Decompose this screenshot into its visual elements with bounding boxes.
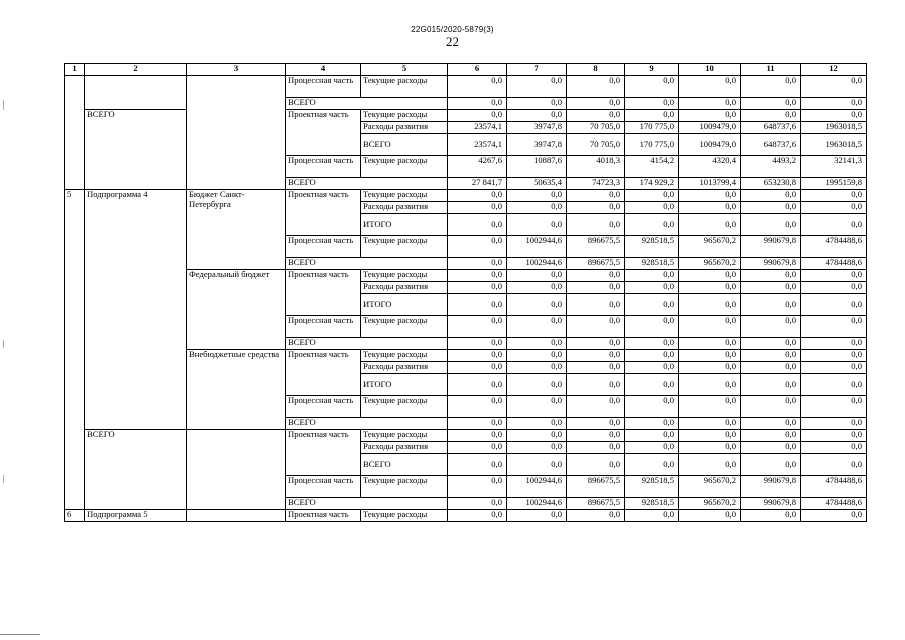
cell-c4: Процессная часть	[286, 476, 361, 498]
cell-c4: ВСЕГО	[286, 178, 448, 190]
cell-value: 0,0	[625, 396, 679, 418]
cell-value: 0,0	[448, 396, 507, 418]
cell-value: 0,0	[567, 442, 625, 454]
cell-value: 0,0	[507, 190, 567, 202]
cell-value: 0,0	[741, 338, 801, 350]
cell-value: 1963018,5	[801, 134, 867, 156]
cell-c2: ВСЕГО	[85, 110, 187, 190]
table-row	[65, 430, 867, 442]
cell-value: 0,0	[741, 316, 801, 338]
cell-value: 0,0	[448, 190, 507, 202]
cell-value: 896675,5	[567, 476, 625, 498]
cell-value: 0,0	[448, 454, 507, 476]
cell-value: 70 705,0	[567, 134, 625, 156]
column-header: 10	[679, 64, 741, 76]
cell-value: 0,0	[507, 110, 567, 122]
cell-value: 0,0	[448, 282, 507, 294]
cell-value: 174 929,2	[625, 178, 679, 190]
cell-expense-type: ИТОГО	[361, 374, 448, 396]
cell-value: 0,0	[679, 418, 741, 430]
cell-c4: Процессная часть	[286, 396, 361, 418]
cell-value: 0,0	[567, 510, 625, 522]
cell-value: 0,0	[801, 202, 867, 214]
cell-value: 0,0	[625, 270, 679, 282]
cell-expense-type: Текущие расходы	[361, 430, 448, 442]
cell-expense-type: Расходы развития	[361, 122, 448, 134]
cell-value: 4267,6	[448, 156, 507, 178]
cell-value: 4320,4	[679, 156, 741, 178]
cell-value: 0,0	[801, 418, 867, 430]
cell-value: 0,0	[507, 396, 567, 418]
cell-value: 896675,5	[567, 236, 625, 258]
cell-value: 1963018,5	[801, 122, 867, 134]
cell-value: 0,0	[448, 270, 507, 282]
cell-value: 0,0	[801, 510, 867, 522]
cell-value: 0,0	[741, 350, 801, 362]
cell-value: 0,0	[625, 190, 679, 202]
cell-c4: Проектная часть	[286, 270, 361, 316]
column-number-row	[65, 64, 867, 76]
cell-value: 0,0	[507, 418, 567, 430]
cell-c4: Процессная часть	[286, 236, 361, 258]
cell-value: 0,0	[679, 202, 741, 214]
cell-value: 0,0	[448, 258, 507, 270]
cell-value: 0,0	[741, 190, 801, 202]
cell-c1: 6	[65, 510, 85, 522]
cell-value: 0,0	[679, 282, 741, 294]
cell-c1: 5	[65, 190, 85, 510]
cell-value: 0,0	[625, 418, 679, 430]
cell-value: 0,0	[741, 396, 801, 418]
cell-value: 50635,4	[507, 178, 567, 190]
cell-value: 0,0	[507, 454, 567, 476]
cell-expense-type: Текущие расходы	[361, 236, 448, 258]
cell-expense-type: Текущие расходы	[361, 110, 448, 122]
cell-c3	[187, 510, 286, 522]
cell-c2	[85, 76, 187, 110]
cell-c3	[187, 76, 286, 190]
cell-c2: Подпрограмма 4	[85, 190, 187, 430]
cell-value: 0,0	[801, 110, 867, 122]
table-body	[65, 76, 867, 522]
cell-value: 0,0	[507, 338, 567, 350]
cell-value: 0,0	[448, 236, 507, 258]
cell-value: 0,0	[448, 98, 507, 110]
cell-value: 0,0	[801, 294, 867, 316]
cell-value: 0,0	[801, 190, 867, 202]
cell-expense-type: Расходы развития	[361, 202, 448, 214]
scan-artifact	[3, 100, 4, 110]
cell-value: 0,0	[567, 110, 625, 122]
cell-value: 23574,1	[448, 122, 507, 134]
cell-value: 0,0	[567, 316, 625, 338]
cell-value: 0,0	[567, 190, 625, 202]
cell-value: 1002944,6	[507, 498, 567, 510]
cell-value: 0,0	[801, 214, 867, 236]
cell-value: 0,0	[801, 454, 867, 476]
cell-value: 0,0	[679, 270, 741, 282]
cell-value: 0,0	[567, 338, 625, 350]
cell-value: 990679,8	[741, 258, 801, 270]
cell-value: 0,0	[448, 76, 507, 98]
cell-value: 4784488,6	[801, 258, 867, 270]
cell-value: 4493,2	[741, 156, 801, 178]
cell-value: 0,0	[448, 418, 507, 430]
column-header: 4	[286, 64, 361, 76]
cell-value: 0,0	[741, 418, 801, 430]
cell-value: 0,0	[448, 110, 507, 122]
cell-value: 896675,5	[567, 258, 625, 270]
cell-value: 0,0	[567, 362, 625, 374]
cell-expense-type: Текущие расходы	[361, 270, 448, 282]
cell-value: 0,0	[625, 510, 679, 522]
cell-value: 0,0	[567, 374, 625, 396]
cell-c2: ВСЕГО	[85, 430, 187, 510]
cell-value: 965670,2	[679, 476, 741, 498]
cell-value: 0,0	[741, 294, 801, 316]
cell-value: 0,0	[625, 282, 679, 294]
cell-value: 0,0	[679, 316, 741, 338]
cell-value: 0,0	[567, 98, 625, 110]
cell-value: 0,0	[741, 202, 801, 214]
cell-value: 23574,1	[448, 134, 507, 156]
cell-value: 0,0	[801, 270, 867, 282]
cell-c4: ВСЕГО	[286, 338, 448, 350]
cell-value: 0,0	[567, 76, 625, 98]
cell-value: 0,0	[507, 374, 567, 396]
cell-expense-type: Текущие расходы	[361, 316, 448, 338]
column-header: 7	[507, 64, 567, 76]
cell-value: 0,0	[801, 350, 867, 362]
cell-value: 0,0	[448, 338, 507, 350]
cell-value: 0,0	[567, 350, 625, 362]
cell-value: 0,0	[801, 316, 867, 338]
cell-value: 0,0	[679, 110, 741, 122]
cell-value: 0,0	[567, 282, 625, 294]
cell-value: 928518,5	[625, 476, 679, 498]
cell-value: 4784488,6	[801, 476, 867, 498]
column-header: 2	[85, 64, 187, 76]
cell-value: 0,0	[679, 510, 741, 522]
cell-value: 0,0	[507, 350, 567, 362]
page-number: 22	[446, 34, 459, 49]
cell-value: 0,0	[567, 396, 625, 418]
cell-value: 0,0	[801, 362, 867, 374]
cell-value: 0,0	[741, 110, 801, 122]
cell-value: 653230,8	[741, 178, 801, 190]
cell-value: 0,0	[679, 362, 741, 374]
cell-value: 0,0	[625, 350, 679, 362]
cell-value: 0,0	[507, 442, 567, 454]
cell-value: 0,0	[801, 442, 867, 454]
cell-value: 965670,2	[679, 258, 741, 270]
cell-c4: ВСЕГО	[286, 98, 448, 110]
scan-artifact	[3, 340, 4, 348]
scan-artifact	[0, 634, 40, 635]
cell-c4: Процессная часть	[286, 156, 361, 178]
cell-value: 0,0	[679, 430, 741, 442]
cell-value: 0,0	[567, 202, 625, 214]
cell-value: 965670,2	[679, 236, 741, 258]
cell-value: 0,0	[741, 374, 801, 396]
cell-value: 0,0	[507, 362, 567, 374]
cell-value: 0,0	[679, 338, 741, 350]
cell-value: 0,0	[507, 282, 567, 294]
cell-value: 0,0	[741, 76, 801, 98]
column-header: 3	[187, 64, 286, 76]
cell-value: 0,0	[679, 294, 741, 316]
cell-value: 1009479,0	[679, 134, 741, 156]
cell-value: 0,0	[801, 282, 867, 294]
cell-value: 10887,6	[507, 156, 567, 178]
cell-value: 0,0	[448, 498, 507, 510]
cell-value: 0,0	[679, 454, 741, 476]
cell-value: 0,0	[741, 98, 801, 110]
cell-value: 0,0	[801, 396, 867, 418]
cell-value: 0,0	[448, 476, 507, 498]
column-header: 12	[801, 64, 867, 76]
cell-value: 0,0	[567, 454, 625, 476]
cell-value: 0,0	[625, 442, 679, 454]
cell-value: 0,0	[625, 430, 679, 442]
cell-c4: ВСЕГО	[286, 258, 448, 270]
column-header: 5	[361, 64, 448, 76]
cell-expense-type: Расходы развития	[361, 282, 448, 294]
cell-value: 4784488,6	[801, 498, 867, 510]
cell-value: 648737,6	[741, 134, 801, 156]
table-row	[65, 110, 867, 122]
cell-value: 896675,5	[567, 498, 625, 510]
cell-value: 0,0	[679, 190, 741, 202]
cell-value: 0,0	[625, 374, 679, 396]
cell-value: 0,0	[741, 430, 801, 442]
cell-value: 928518,5	[625, 498, 679, 510]
cell-value: 0,0	[625, 110, 679, 122]
cell-value: 0,0	[507, 510, 567, 522]
cell-c3: Федеральный бюджет	[187, 270, 286, 350]
cell-value: 39747,8	[507, 134, 567, 156]
cell-c4: Проектная часть	[286, 430, 361, 476]
cell-value: 0,0	[679, 214, 741, 236]
cell-value: 928518,5	[625, 236, 679, 258]
cell-c2: Подпрограмма 5	[85, 510, 187, 522]
cell-expense-type: ВСЕГО	[361, 454, 448, 476]
cell-expense-type: Текущие расходы	[361, 156, 448, 178]
cell-value: 0,0	[448, 510, 507, 522]
column-header: 11	[741, 64, 801, 76]
cell-value: 0,0	[741, 282, 801, 294]
cell-value: 0,0	[448, 294, 507, 316]
cell-value: 0,0	[625, 76, 679, 98]
cell-value: 0,0	[741, 362, 801, 374]
cell-expense-type: Текущие расходы	[361, 350, 448, 362]
cell-value: 1002944,6	[507, 258, 567, 270]
cell-value: 70 705,0	[567, 122, 625, 134]
cell-expense-type: Текущие расходы	[361, 76, 448, 98]
cell-c4: Проектная часть	[286, 350, 361, 396]
cell-value: 0,0	[507, 214, 567, 236]
cell-expense-type: Текущие расходы	[361, 190, 448, 202]
cell-value: 170 775,0	[625, 134, 679, 156]
table-row	[65, 76, 867, 98]
cell-value: 39747,8	[507, 122, 567, 134]
cell-c4: Проектная часть	[286, 110, 361, 156]
cell-value: 0,0	[801, 374, 867, 396]
cell-expense-type: Расходы развития	[361, 442, 448, 454]
cell-value: 0,0	[741, 454, 801, 476]
cell-value: 0,0	[448, 374, 507, 396]
cell-value: 0,0	[741, 442, 801, 454]
document-code: 22G015/2020-5879(3)	[411, 25, 494, 34]
cell-value: 1995159,8	[801, 178, 867, 190]
cell-value: 0,0	[801, 338, 867, 350]
cell-value: 928518,5	[625, 258, 679, 270]
cell-value: 0,0	[625, 202, 679, 214]
table-row	[65, 190, 867, 202]
cell-value: 27 841,7	[448, 178, 507, 190]
cell-value: 965670,2	[679, 498, 741, 510]
cell-value: 0,0	[679, 374, 741, 396]
cell-value: 0,0	[448, 430, 507, 442]
cell-value: 0,0	[448, 350, 507, 362]
cell-value: 0,0	[679, 396, 741, 418]
cell-value: 0,0	[625, 338, 679, 350]
cell-expense-type: Текущие расходы	[361, 396, 448, 418]
cell-c3	[187, 430, 286, 510]
cell-c4: Процессная часть	[286, 76, 361, 98]
cell-value: 648737,6	[741, 122, 801, 134]
cell-value: 0,0	[567, 430, 625, 442]
cell-value: 170 775,0	[625, 122, 679, 134]
cell-value: 0,0	[625, 316, 679, 338]
cell-value: 0,0	[507, 270, 567, 282]
cell-value: 0,0	[567, 294, 625, 316]
cell-value: 74723,3	[567, 178, 625, 190]
cell-value: 0,0	[801, 76, 867, 98]
cell-value: 0,0	[507, 98, 567, 110]
cell-value: 0,0	[625, 214, 679, 236]
cell-value: 4018,3	[567, 156, 625, 178]
cell-c4: Процессная часть	[286, 316, 361, 338]
cell-value: 0,0	[507, 76, 567, 98]
cell-value: 1002944,6	[507, 476, 567, 498]
cell-value: 1002944,6	[507, 236, 567, 258]
cell-value: 0,0	[679, 98, 741, 110]
cell-value: 0,0	[448, 214, 507, 236]
cell-value: 0,0	[679, 442, 741, 454]
cell-value: 0,0	[448, 442, 507, 454]
cell-value: 0,0	[801, 430, 867, 442]
cell-value: 0,0	[625, 294, 679, 316]
cell-value: 0,0	[741, 270, 801, 282]
cell-expense-type: Расходы развития	[361, 362, 448, 374]
cell-value: 0,0	[679, 350, 741, 362]
cell-value: 990679,8	[741, 498, 801, 510]
cell-expense-type: ИТОГО	[361, 294, 448, 316]
table-row	[65, 510, 867, 522]
cell-expense-type: ВСЕГО	[361, 134, 448, 156]
cell-value: 1013799,4	[679, 178, 741, 190]
cell-c3: Бюджет Санкт-Петербурга	[187, 190, 286, 270]
cell-value: 0,0	[507, 294, 567, 316]
cell-value: 990679,8	[741, 476, 801, 498]
column-header: 6	[448, 64, 507, 76]
cell-value: 0,0	[567, 214, 625, 236]
cell-value: 990679,8	[741, 236, 801, 258]
column-header: 1	[65, 64, 85, 76]
column-header: 8	[567, 64, 625, 76]
cell-c4: Проектная часть	[286, 190, 361, 236]
cell-value: 0,0	[679, 76, 741, 98]
cell-value: 0,0	[448, 316, 507, 338]
cell-value: 0,0	[567, 418, 625, 430]
cell-value: 0,0	[507, 430, 567, 442]
scan-artifact	[3, 475, 4, 483]
cell-value: 0,0	[625, 454, 679, 476]
budget-table	[64, 63, 867, 522]
cell-c4: ВСЕГО	[286, 418, 448, 430]
cell-value: 0,0	[625, 98, 679, 110]
cell-value: 0,0	[448, 362, 507, 374]
cell-value: 1009479,0	[679, 122, 741, 134]
cell-value: 0,0	[567, 270, 625, 282]
cell-value: 32141,3	[801, 156, 867, 178]
cell-expense-type: ИТОГО	[361, 214, 448, 236]
cell-c4: Проектная часть	[286, 510, 361, 522]
cell-c4: ВСЕГО	[286, 498, 448, 510]
cell-expense-type: Текущие расходы	[361, 476, 448, 498]
cell-value: 0,0	[741, 214, 801, 236]
cell-value: 0,0	[625, 362, 679, 374]
cell-value: 4784488,6	[801, 236, 867, 258]
cell-value: 0,0	[507, 316, 567, 338]
cell-value: 4154,2	[625, 156, 679, 178]
cell-value: 0,0	[507, 202, 567, 214]
cell-c3: Внебюджетные средства	[187, 350, 286, 430]
cell-value: 0,0	[448, 202, 507, 214]
cell-c1	[65, 76, 85, 190]
cell-value: 0,0	[801, 98, 867, 110]
cell-expense-type: Текущие расходы	[361, 510, 448, 522]
cell-value: 0,0	[741, 510, 801, 522]
column-header: 9	[625, 64, 679, 76]
